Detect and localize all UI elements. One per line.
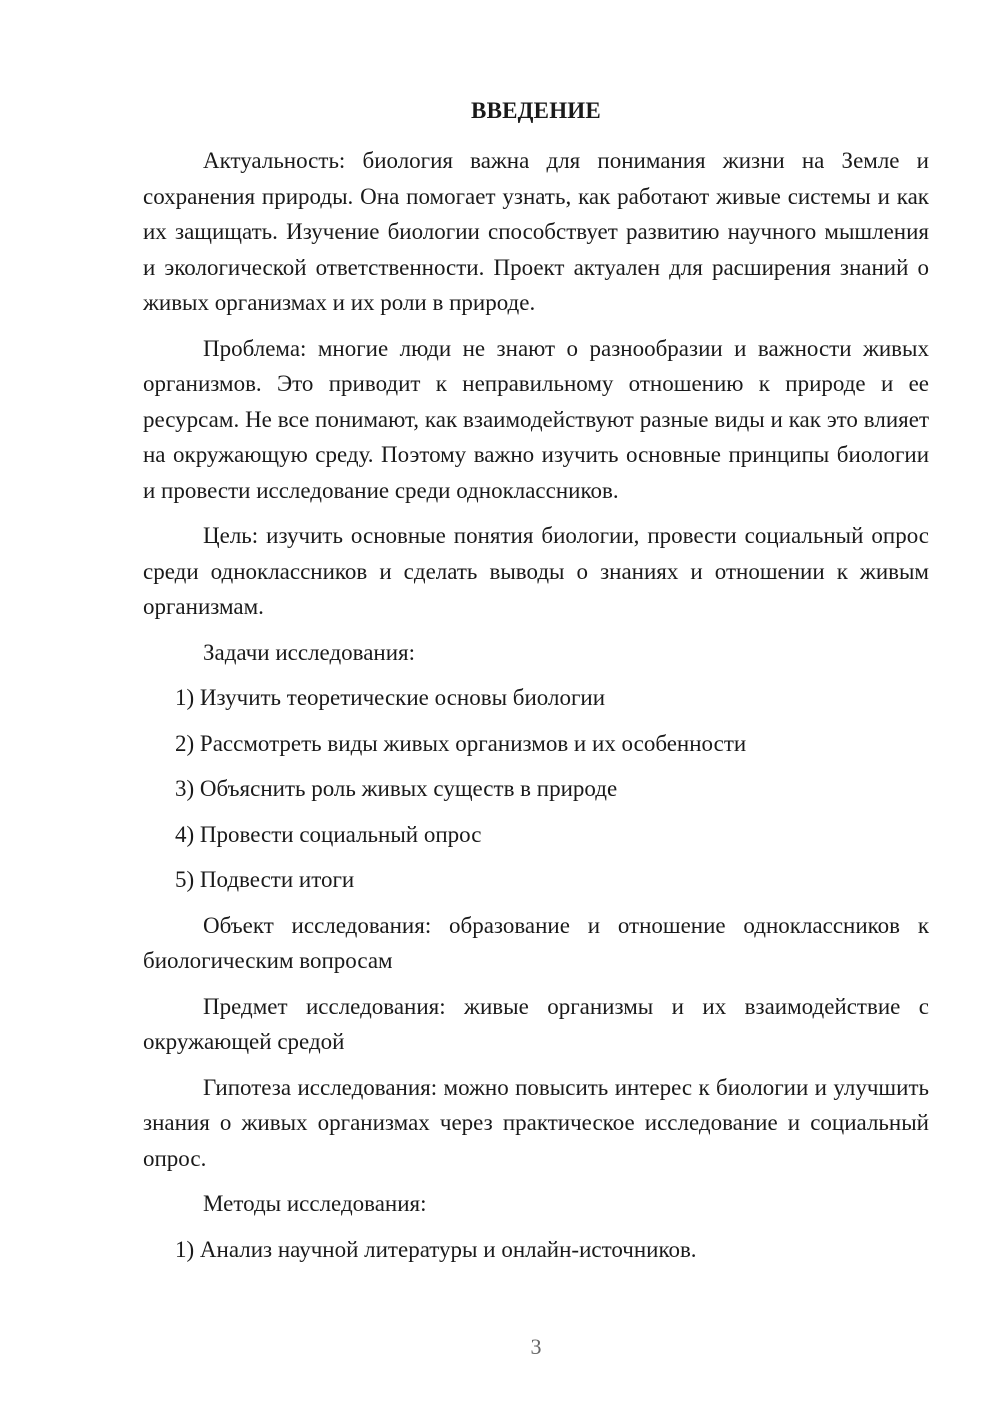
goal-paragraph: Цель: изучить основные понятия биологии, провести социальный опрос среди одноклассников и сделать выводы о знаниях и отношении к живым организмам. — [143, 523, 929, 619]
list-item: 4) Провести социальный опрос — [175, 821, 482, 847]
page-content — [143, 96, 929, 1277]
list-item: 5) Подвести итоги — [175, 867, 355, 892]
list-item: 1) Анализ научной литературы и онлайн-источников. — [175, 1236, 697, 1262]
tasks-list — [143, 680, 929, 898]
methods-list — [143, 1232, 929, 1268]
list-item: 1) Изучить теоретические основы биологии — [175, 685, 606, 710]
subject-paragraph: Предмет исследования: живые организмы и их взаимодействие с окружающей средой — [143, 993, 929, 1054]
list-item: 3) Объяснить роль живых существ в природе — [175, 776, 618, 801]
section-title: ВВЕДЕНИЕ — [471, 98, 601, 123]
object-paragraph: Объект исследования: образование и отношение одноклассников к биологическим вопросам — [143, 912, 929, 973]
relevance-paragraph: Актуальность: биология важна для понимания жизни на Земле и сохранения природы. Она помогает узнать, как работают живые системы и как их защищать. Изучение биологии способствует развитию научного мышления и экологической ответственности. Проект актуален для расширения знаний о живых организмах и их роли в природе. — [143, 148, 929, 315]
hypothesis-paragraph: Гипотеза исследования: можно повысить интерес к биологии и улучшить знания о живых организмах через практическое исследование и социальный опрос. — [143, 1074, 929, 1171]
page-number: 3 — [530, 1334, 542, 1359]
problem-paragraph: Проблема: многие люди не знают о разнообразии и важности живых организмов. Это приводит к неправильному отношению к природе и ее ресурсам. Не все понимают, как взаимодействуют разные виды и как это влияет на окружающую среду. Поэтому важно изучить основные принципы биологии и провести исследование среди одноклассников. — [143, 335, 929, 503]
tasks-heading: Задачи исследования: — [203, 639, 416, 665]
list-item: 2) Рассмотреть виды живых организмов и их особенности — [175, 730, 747, 756]
methods-heading: Методы исследования: — [203, 1191, 427, 1216]
